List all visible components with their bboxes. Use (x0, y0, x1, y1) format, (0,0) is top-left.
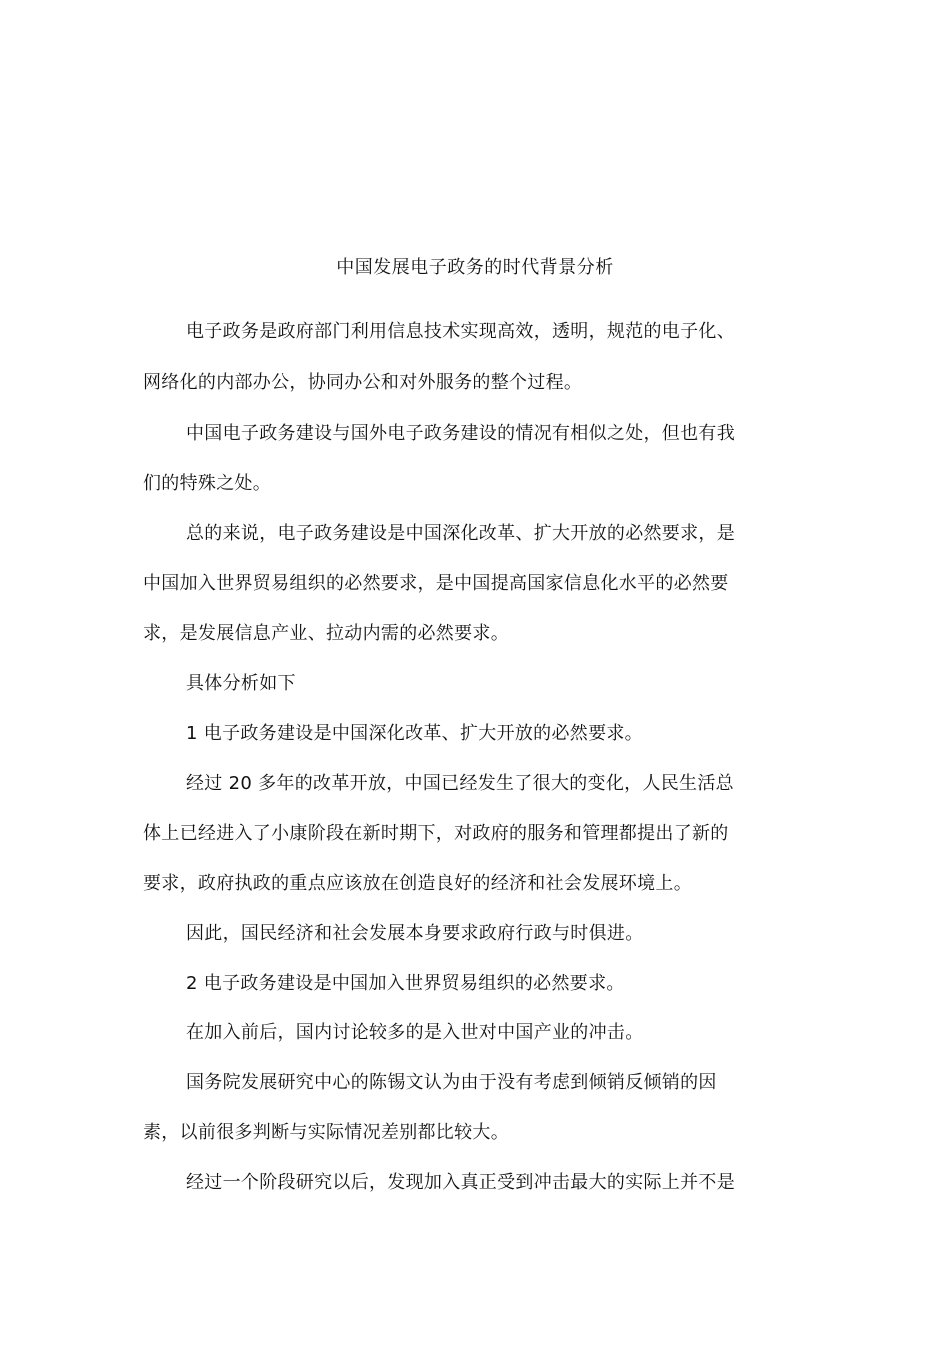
paragraph-line: 具体分析如下 (186, 673, 296, 694)
paragraph-line: 电子政务是政府部门利用信息技术实现高效，透明，规范的电子化、 (186, 321, 735, 342)
paragraph-line: 中国电子政务建设与国外电子政务建设的情况有相似之处，但也有我 (186, 423, 735, 444)
paragraph-line: 在加入前后，国内讨论较多的是入世对中国产业的冲击。 (186, 1022, 644, 1043)
paragraph-line: 网络化的内部办公，协同办公和对外服务的整个过程。 (143, 372, 583, 393)
document-title: 中国发展电子政务的时代背景分析 (336, 257, 614, 278)
paragraph-line: 因此，国民经济和社会发展本身要求政府行政与时俱进。 (186, 923, 644, 944)
paragraph-line: 素，以前很多判断与实际情况差别都比较大。 (143, 1122, 509, 1143)
paragraph-line: 国务院发展研究中心的陈锡文认为由于没有考虑到倾销反倾销的因 (186, 1072, 717, 1093)
paragraph-line: 经过一个阶段研究以后，发现加入真正受到冲击最大的实际上并不是 (186, 1172, 735, 1193)
section-heading: 1 电子政务建设是中国深化改革、扩大开放的必然要求。 (186, 723, 643, 744)
section-heading: 2 电子政务建设是中国加入世界贸易组织的必然要求。 (186, 973, 625, 994)
paragraph-line: 经过 20 多年的改革开放，中国已经发生了很大的变化，人民生活总 (186, 773, 734, 794)
paragraph-line: 求，是发展信息产业、拉动内需的必然要求。 (143, 623, 509, 644)
paragraph-line: 要求，政府执政的重点应该放在创造良好的经济和社会发展环境上。 (143, 873, 692, 894)
paragraph-line: 体上已经进入了小康阶段在新时期下，对政府的服务和管理都提出了新的 (143, 823, 729, 844)
paragraph-line: 们的特殊之处。 (143, 473, 272, 494)
paragraph-line: 总的来说，电子政务建设是中国深化改革、扩大开放的必然要求，是 (186, 523, 735, 544)
paragraph-line: 中国加入世界贸易组织的必然要求，是中国提高国家信息化水平的必然要 (143, 573, 729, 594)
